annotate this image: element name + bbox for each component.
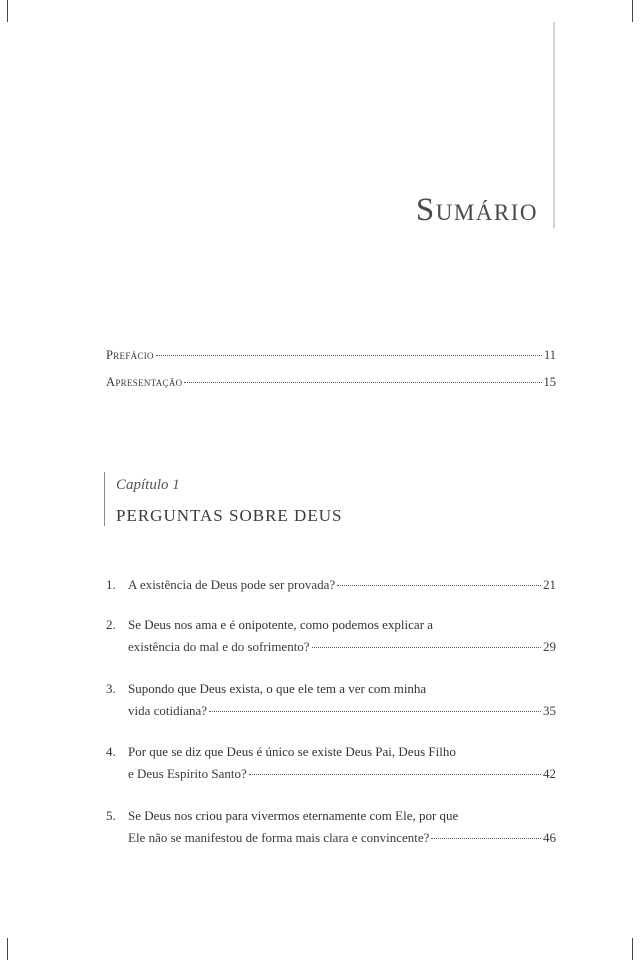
dot-leader	[184, 382, 541, 383]
question-number: 3.	[106, 681, 116, 696]
crop-mark	[7, 0, 8, 22]
toc-entry-apresentacao	[106, 373, 556, 391]
question-text: e Deus Espírito Santo?	[128, 766, 247, 781]
dot-leader	[337, 585, 541, 586]
toc-question-1	[106, 574, 556, 596]
question-page: 21	[543, 577, 556, 592]
toc-question-2	[106, 614, 556, 658]
question-page: 29	[543, 639, 556, 654]
question-text: vida cotidiana?	[128, 703, 208, 718]
question-number: 5.	[106, 808, 116, 823]
page-title: Sumário	[415, 192, 538, 228]
toc-entry-page: 15	[543, 375, 556, 389]
crop-mark	[632, 938, 633, 960]
dot-leader	[156, 355, 542, 356]
toc-entry-label: Apresentação	[106, 375, 183, 389]
question-text-line: Se Deus nos ama e é onipotente, como podemos explicar a	[128, 617, 434, 632]
dot-leader	[249, 774, 541, 775]
question-page: 35	[543, 703, 556, 718]
question-number: 2.	[106, 617, 116, 632]
title-rule	[553, 22, 555, 228]
dot-leader	[312, 647, 541, 648]
question-page: 42	[543, 766, 556, 781]
toc-question-4	[106, 741, 556, 785]
dot-leader	[209, 711, 541, 712]
toc-entry-page: 11	[543, 348, 556, 362]
chapter-rule	[104, 472, 105, 526]
question-number: 1.	[106, 577, 116, 592]
question-text-line: Supondo que Deus exista, o que ele tem a ver com minha	[128, 681, 427, 696]
toc-question-3	[106, 678, 556, 722]
question-text: Ele não se manifestou de forma mais clara e convincente?	[128, 830, 430, 845]
question-number: 4.	[106, 744, 116, 759]
question-text: A existência de Deus pode ser provada?	[128, 577, 336, 592]
question-text-line: Se Deus nos criou para vivermos eternamente com Ele, por que	[128, 808, 459, 823]
crop-mark	[632, 0, 633, 22]
question-page: 46	[543, 830, 556, 845]
toc-question-5	[106, 805, 556, 849]
chapter-kicker: Capítulo 1	[116, 477, 180, 493]
crop-mark	[7, 938, 8, 960]
toc-entry-prefacio	[106, 346, 556, 364]
dot-leader	[431, 838, 541, 839]
toc-entry-label: Prefácio	[106, 348, 154, 362]
question-text: existência do mal e do sofrimento?	[128, 639, 310, 654]
chapter-title: PERGUNTAS SOBRE DEUS	[116, 506, 343, 525]
question-text-line: Por que se diz que Deus é único se existe Deus Pai, Deus Filho	[128, 744, 456, 759]
